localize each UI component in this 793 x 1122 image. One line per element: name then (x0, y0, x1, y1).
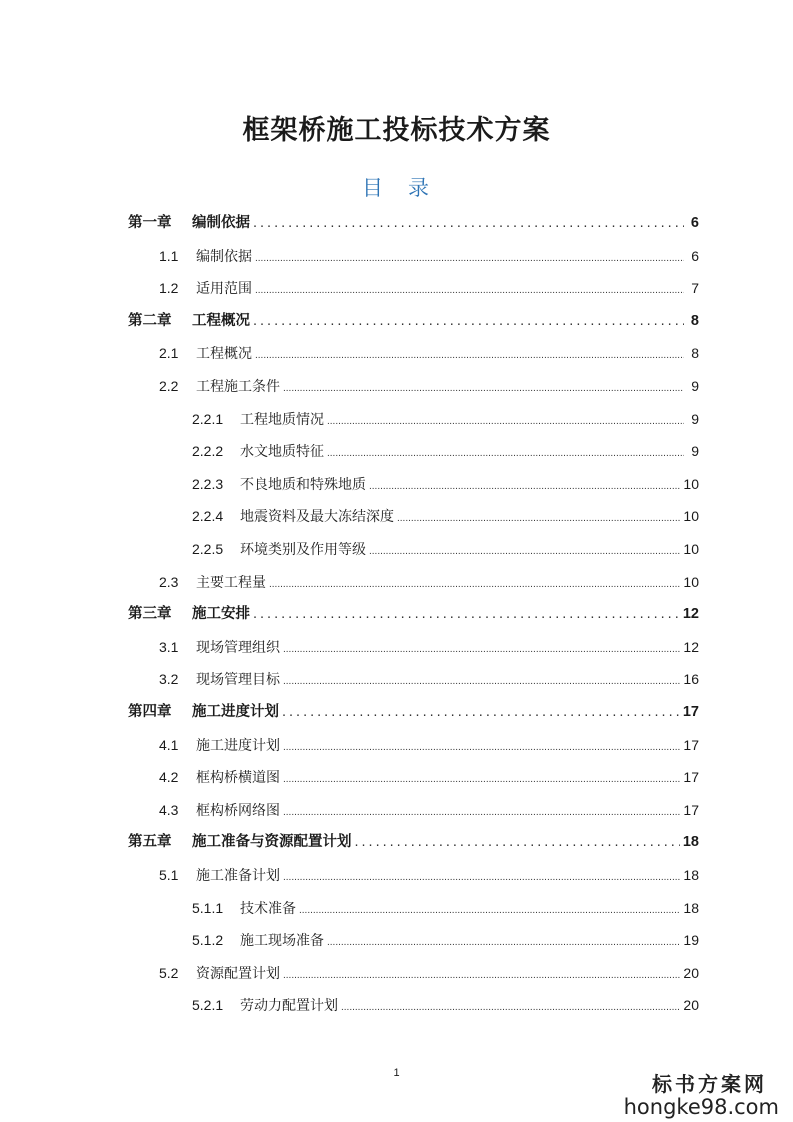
toc-entry-number: 5.1.1 (192, 899, 224, 916)
toc-entry-page: 6 (690, 215, 699, 231)
toc-entry-page: 17 (683, 769, 699, 786)
page-number: 1 (393, 1067, 400, 1079)
toc-entry[interactable] (128, 701, 699, 723)
toc-entry-title: 现场管理组织 (196, 638, 280, 655)
toc-entry-page: 7 (691, 280, 699, 297)
toc-entry-number: 第二章 (128, 312, 172, 329)
toc-entry[interactable] (159, 668, 699, 690)
toc-entry-number: 2.2.4 (192, 508, 224, 525)
toc-dot-leader (255, 248, 684, 270)
toc-entry-page: 20 (683, 997, 699, 1014)
toc-entry-page: 6 (691, 247, 699, 264)
toc-entry-number: 4.1 (159, 736, 179, 753)
toc-dot-leader (283, 769, 680, 791)
toc-entry[interactable] (192, 505, 699, 527)
toc-entry-title: 水文地质特征 (240, 443, 324, 460)
toc-entry-page: 18 (683, 867, 699, 883)
toc-entry-page: 9 (691, 443, 699, 460)
document-title: 框架桥施工投标技术方案 (242, 115, 551, 145)
toc-entry-number: 2.2.1 (192, 410, 224, 427)
toc-entry-title: 施工现场准备 (240, 932, 324, 949)
toc-entry-page: 8 (690, 312, 699, 329)
toc-dot-leader (283, 378, 684, 400)
toc-entry-title: 施工进度计划 (192, 704, 279, 720)
toc-entry[interactable] (192, 929, 699, 951)
toc-dot-leader (327, 411, 684, 433)
toc-entry-title: 资源配置计划 (196, 964, 280, 981)
toc-entry-title: 框构桥横道图 (196, 769, 280, 786)
toc-entry-page: 9 (691, 410, 699, 427)
toc-entry-number: 4.3 (159, 801, 179, 818)
toc-entry-page: 16 (683, 671, 699, 688)
toc-entry-title: 环境类别及作用等级 (240, 541, 366, 557)
toc-entry-title: 工程概况 (196, 345, 252, 362)
toc-entry-title: 编制依据 (192, 215, 250, 231)
toc-dot-leader (369, 541, 680, 563)
toc-dot-leader (283, 802, 680, 824)
toc-entry-number: 5.2.1 (192, 997, 224, 1014)
toc-entry-page: 17 (683, 736, 699, 753)
toc-dot-leader (283, 737, 680, 759)
toc-entry-title: 施工准备与资源配置计划 (192, 834, 352, 851)
toc-entry-page: 18 (682, 834, 699, 851)
toc-entry-page: 19 (683, 932, 699, 949)
toc-entry-number: 第一章 (128, 215, 172, 231)
watermark-site-name: 标书方案网 (652, 1072, 767, 1096)
toc-entry[interactable] (192, 440, 699, 462)
toc-entry-title: 施工进度计划 (196, 736, 280, 753)
toc-entry[interactable] (192, 473, 699, 495)
toc-entry-number: 2.2 (159, 378, 179, 394)
watermark (624, 1068, 779, 1119)
toc-entry[interactable] (128, 831, 699, 853)
toc-entry-number: 3.2 (159, 671, 179, 688)
toc-dot-leader (369, 476, 680, 498)
toc-entry-title: 工程概况 (192, 312, 250, 329)
toc-entry-number: 4.2 (159, 769, 179, 786)
toc-entry-title: 施工准备计划 (196, 867, 280, 883)
toc-entry[interactable] (128, 603, 699, 625)
toc-entry-number: 2.1 (159, 345, 179, 362)
toc-entry-title: 劳动力配置计划 (240, 997, 338, 1014)
toc-entry[interactable] (159, 245, 699, 267)
toc-entry[interactable] (159, 962, 699, 984)
toc-entry-title: 编制依据 (196, 247, 252, 264)
toc-entry-title: 不良地质和特殊地质 (240, 475, 366, 492)
toc-dot-leader (355, 831, 680, 853)
toc-entry[interactable] (159, 864, 699, 886)
toc-entry-number: 1.2 (159, 280, 179, 297)
toc-entry-page: 20 (683, 964, 699, 981)
toc-entry-title: 施工安排 (192, 606, 250, 623)
toc-entry-title: 框构桥网络图 (196, 801, 280, 818)
toc-entry-page: 18 (683, 899, 699, 916)
toc-entry-number: 第五章 (128, 834, 172, 851)
toc-entry-title: 适用范围 (196, 280, 252, 297)
toc-entry-page: 10 (683, 475, 699, 492)
toc-entry-number: 2.3 (159, 573, 179, 590)
toc-dot-leader (341, 997, 680, 1019)
toc-entry[interactable] (159, 636, 699, 658)
toc-entry[interactable] (159, 342, 699, 364)
toc-entry[interactable] (192, 994, 699, 1016)
toc-dot-leader (282, 701, 680, 723)
toc-entry-page: 12 (683, 638, 699, 655)
toc-dot-leader (255, 280, 684, 302)
toc-entry[interactable] (159, 766, 699, 788)
toc-entry-page: 10 (683, 508, 699, 525)
toc-heading: 目 录 (362, 177, 431, 200)
toc-entry-number: 2.2.2 (192, 443, 224, 460)
toc-entry-page: 8 (691, 345, 699, 362)
toc-entry-number: 5.2 (159, 964, 179, 981)
toc-dot-leader (397, 508, 680, 530)
toc-entry-number: 3.1 (159, 638, 179, 655)
toc-entry-title: 工程施工条件 (196, 378, 280, 394)
toc-entry[interactable] (159, 277, 699, 299)
toc-dot-leader (253, 212, 684, 234)
toc-entry-page: 17 (682, 704, 699, 720)
toc-dot-leader (253, 310, 684, 332)
toc-entry-number: 2.2.3 (192, 475, 224, 492)
toc-dot-leader (269, 574, 680, 596)
toc-dot-leader (327, 932, 680, 954)
toc-dot-leader (255, 345, 684, 367)
toc-entry[interactable] (159, 375, 699, 397)
toc-entry[interactable] (128, 212, 699, 234)
toc-entry-page: 17 (683, 801, 699, 818)
toc-entry-page: 12 (682, 606, 699, 623)
toc-entry-title: 地震资料及最大冻结深度 (240, 508, 394, 525)
toc-dot-leader (283, 867, 680, 889)
toc-dot-leader (283, 671, 680, 693)
toc-entry-number: 5.1 (159, 867, 179, 883)
toc-entry-title: 技术准备 (240, 899, 296, 916)
toc-dot-leader (283, 639, 680, 661)
toc-entry-number: 第三章 (128, 606, 172, 623)
toc-entry-page: 10 (683, 573, 699, 590)
toc-entry-title: 工程地质情况 (240, 410, 324, 427)
toc-entry-number: 5.1.2 (192, 932, 224, 949)
toc-entry[interactable] (192, 408, 699, 430)
toc-entry-title: 主要工程量 (196, 573, 266, 590)
toc-entry[interactable] (192, 538, 699, 560)
toc-entry-page: 10 (683, 541, 699, 557)
toc-entry[interactable] (159, 571, 699, 593)
toc-dot-leader (253, 603, 680, 625)
toc-entry-page: 9 (691, 378, 699, 394)
toc-dot-leader (327, 443, 684, 465)
watermark-domain: hongke98.com (623, 1095, 779, 1119)
toc-entry[interactable] (128, 310, 699, 332)
toc-dot-leader (283, 965, 680, 987)
toc-entry-number: 1.1 (159, 247, 179, 264)
toc-entry-number: 2.2.5 (192, 541, 224, 557)
toc-entry-title: 现场管理目标 (196, 671, 280, 688)
toc-dot-leader (299, 900, 680, 922)
toc-entry[interactable] (159, 734, 699, 756)
toc-entry[interactable] (192, 897, 699, 919)
toc-entry[interactable] (159, 799, 699, 821)
toc-entry-number: 第四章 (128, 704, 172, 720)
